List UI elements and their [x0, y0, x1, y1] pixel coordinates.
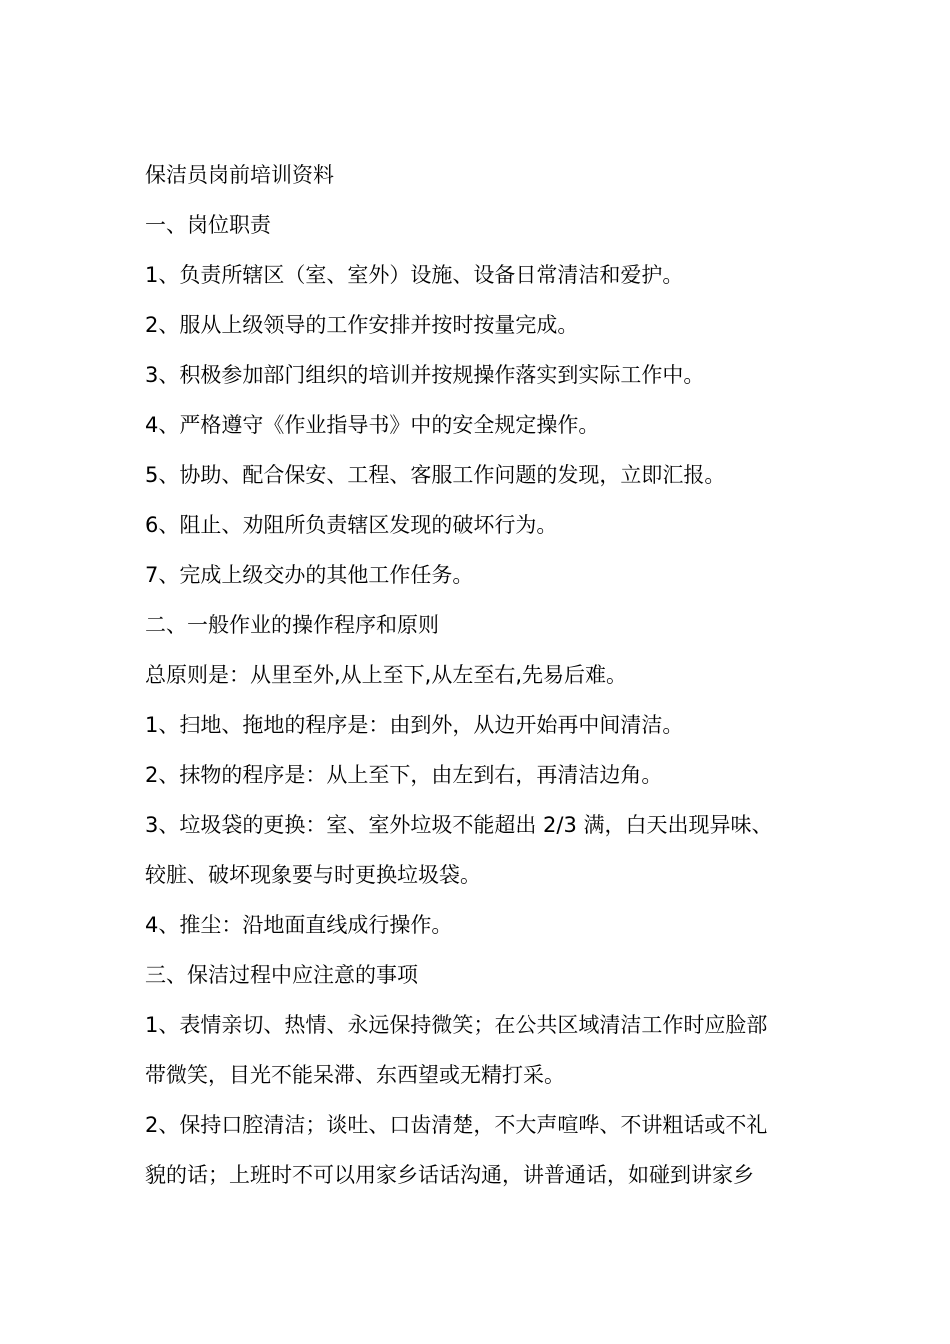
section-heading-procedures: 二、一般作业的操作程序和原则	[145, 613, 439, 637]
text-line: 较脏、破坏现象要与时更换垃圾袋。	[145, 863, 481, 887]
text-line: 6、阻止、劝阻所负责辖区发现的破坏行为。	[145, 513, 558, 537]
text-line: 3、垃圾袋的更换：室、室外垃圾不能超出 2/3 满，白天出现异味、	[145, 813, 773, 837]
document-body	[145, 150, 815, 1200]
section-heading-duties: 一、岗位职责	[145, 213, 271, 237]
document-title: 保洁员岗前培训资料	[145, 163, 334, 187]
text-line: 4、推尘：沿地面直线成行操作。	[145, 913, 453, 937]
text-line: 3、积极参加部门组织的培训并按规操作落实到实际工作中。	[145, 363, 705, 387]
text-line: 貌的话；上班时不可以用家乡话话沟通，讲普通话，如碰到讲家乡	[145, 1163, 754, 1187]
text-line: 4、严格遵守《作业指导书》中的安全规定操作。	[145, 413, 600, 437]
text-line: 1、负责所辖区（室、室外）设施、设备日常清洁和爱护。	[145, 263, 684, 287]
text-line: 1、扫地、拖地的程序是：由到外，从边开始再中间清洁。	[145, 713, 684, 737]
text-line: 5、协助、配合保安、工程、客服工作问题的发现，立即汇报。	[145, 463, 726, 487]
text-line: 2、服从上级领导的工作安排并按时按量完成。	[145, 313, 579, 337]
text-line: 1、表情亲切、热情、永远保持微笑；在公共区域清洁工作时应脸部	[145, 1013, 768, 1037]
text-line: 总原则是：从里至外,从上至下,从左至右,先易后难。	[145, 663, 628, 687]
text-line: 2、保持口腔清洁；谈吐、口齿清楚，不大声喧哗、不讲粗话或不礼	[145, 1113, 768, 1137]
text-line: 7、完成上级交办的其他工作任务。	[145, 563, 474, 587]
text-line: 2、抹物的程序是：从上至下，由左到右，再清洁边角。	[145, 763, 663, 787]
section-heading-notes: 三、保洁过程中应注意的事项	[145, 963, 418, 987]
text-line: 带微笑，目光不能呆滞、东西望或无精打采。	[145, 1063, 565, 1087]
